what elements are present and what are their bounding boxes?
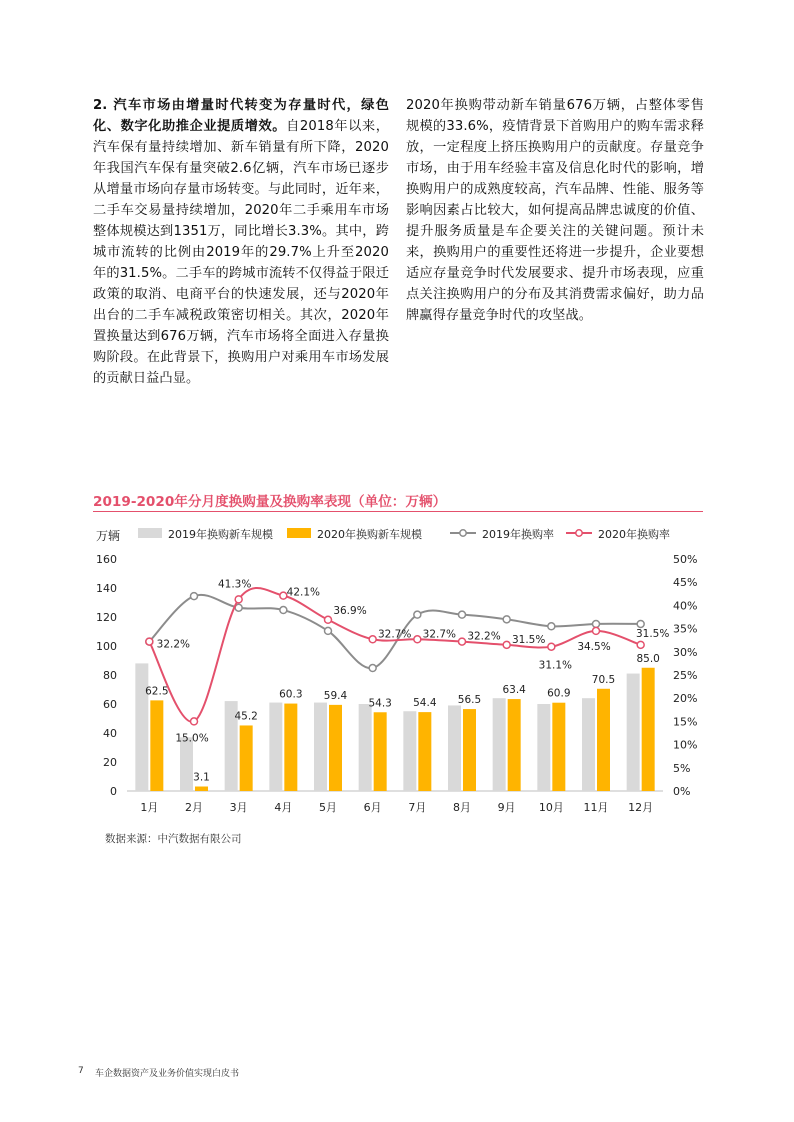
bar-2020 [195,787,208,791]
section-heading: 2. 汽车市场由增量时代转变为存量时代，绿色化、数字化助推企业提质增效。 [93,98,389,134]
bar-2020 [552,703,565,791]
bar-2020-label: 85.0 [636,652,660,665]
rate-2020-label: 31.5% [635,627,670,640]
y-left-tick: 120 [96,611,117,624]
rate-2020-label: 41.3% [217,578,252,591]
x-tick-label: 6月 [363,801,382,814]
rate-2020-label: 31.5% [511,633,546,646]
y-left-tick: 40 [103,727,117,740]
point-2020 [593,627,600,634]
x-tick-label: 5月 [319,801,337,814]
bar-2019 [627,674,640,791]
x-tick-label: 4月 [274,801,293,814]
right-text-column [406,95,704,326]
bar-2019 [180,737,193,791]
rate-2020-label: 15.0% [175,732,209,745]
y-right-tick: 40% [673,599,698,613]
legend-marker-4 [576,530,582,536]
x-tick-label: 3月 [229,801,248,814]
y-left-tick: 100 [96,640,117,653]
bar-2020 [240,725,253,791]
rate-2020-label: 34.5% [577,640,611,653]
point-2020 [235,596,242,603]
legend-swatch-1 [138,528,162,538]
legend-label-1: 2019年换购新车规模 [168,528,273,541]
point-2019 [593,620,600,627]
bar-2019 [493,698,506,791]
point-2020 [503,641,510,648]
left-text-column [93,95,389,389]
point-2019 [459,611,466,618]
point-2020 [146,638,153,645]
point-2019 [503,616,510,623]
bar-2020-label: 59.4 [323,689,348,702]
y-left-tick: 20 [103,756,117,769]
y-right-tick: 20% [673,692,698,706]
rate-2020-label: 42.1% [286,586,321,599]
bar-2020-label: 56.5 [457,694,482,707]
y-right-tick: 15% [673,715,698,729]
y-left-tick: 0 [110,785,117,798]
point-2019 [191,593,198,600]
bar-2020 [374,712,387,791]
bar-2019 [269,703,282,791]
y-left-tick: 80 [103,669,117,682]
x-tick-label: 9月 [497,801,516,814]
y-right-tick: 45% [673,576,698,590]
bar-2020-label: 3.1 [193,771,210,784]
y-right-tick: 5% [673,761,691,775]
bar-2020 [150,700,163,791]
y-left-tick: 140 [96,582,117,595]
x-tick-label: 2月 [185,801,203,814]
rate-2020-label: 32.7% [377,628,412,641]
legend-label-3: 2019年换购率 [482,528,554,541]
bar-2020-label: 70.5 [591,673,616,686]
y-right-tick: 30% [673,645,698,659]
bar-2020 [642,668,655,791]
legend-marker-3 [460,530,466,536]
x-tick-label: 11月 [583,801,609,814]
rate-2020-label: 32.2% [467,630,501,643]
bar-2020-label: 60.3 [279,688,303,701]
point-2019 [325,627,332,634]
point-2019 [637,620,644,627]
bar-2020-label: 62.5 [145,685,169,698]
chart [0,515,794,825]
bar-2019 [582,698,595,791]
bar-2019 [448,705,461,791]
point-2019 [548,623,555,630]
y-right-tick: 25% [673,669,698,682]
source-note: 数据来源：中汽数据有限公司 [105,833,242,845]
chart-title: 2019-2020年分月度换购量及换购率表现（单位：万辆） [93,494,447,510]
bar-2020 [284,704,297,791]
y-right-tick: 0% [673,785,691,798]
rate-2020-label: 31.1% [538,659,573,672]
x-tick-label: 8月 [453,801,471,814]
y-left-tick: 160 [96,553,117,566]
chart-title-rule [93,511,703,512]
point-2019 [369,665,376,672]
legend-label-4: 2020年换购率 [598,528,670,541]
point-2019 [414,611,421,618]
y-left-tick: 60 [103,698,117,711]
x-tick-label: 7月 [408,801,427,814]
point-2020 [459,638,466,645]
right-paragraph: 2020年换购带动新车销量676万辆，占整体零售规模的33.6%，疫情背景下首购用户的购车需求释放，一定程度上挤压换购用户的贡献度。存量竞争市场，由于用车经验丰富及信息化时代的影响，增换购用户的成熟度较高，汽车品牌、性能、服务等影响因素占比较大，如何提高品牌忠诚度的价值、提升服务质量是车企要关注的关键问题。预计未来，换购用户的重要性还将进一步提升，企业要想适应存量竞争时代发展要求、提升市场表现，应重点关注换购用户的分布及其消费需求偏好，助力品牌赢得存量竞争时代的攻坚战。 [406,98,704,323]
y-right-tick: 10% [673,738,698,752]
page-number: 7 [78,1066,84,1076]
point-2020 [191,718,198,725]
footer-title: 车企数据资产及业务价值实现白皮书 [95,1069,240,1079]
legend-swatch-2 [287,528,311,538]
bar-2020 [463,709,476,791]
bar-2019 [135,663,148,791]
bar-2020-label: 54.3 [368,697,392,710]
point-2020 [325,616,332,623]
bar-2020 [597,689,610,791]
bar-2020-label: 60.9 [547,687,571,700]
line-2020 [149,588,640,722]
left-paragraph: 自2018年以来，汽车保有量持续增加、新车销量有所下降，2020年我国汽车保有量突破2.6亿辆，汽车市场已逐步从增量市场向存量市场转变。与此同时，近年来，二手车交易量持续增加，2020年二手乘用车市场整体规模达到1351万，同比增长3.3%。其中，跨城市流转的比例由2019年的29.7%上升至2020年的31.5%。二手车的跨城市流转不仅得益于限迁政策的取消、电商平台的快速发展，还与2020年出台的二手车减税政策密切相关。其次，2020年置换量达到676万辆，汽车市场将全面进入存量换购阶段。在此背景下，换购用户对乘用车市场发展的贡献日益凸显。 [93,119,389,386]
bar-2020-label: 45.2 [234,710,258,723]
bar-2020 [329,705,342,791]
x-tick-label: 10月 [538,801,564,814]
bar-2020-label: 63.4 [502,684,526,697]
bar-2019 [314,703,327,791]
bar-2020 [508,699,521,791]
bar-2019 [403,711,416,791]
rate-2020-label: 32.7% [422,628,457,641]
y-right-tick: 35% [673,622,698,636]
x-tick-label: 12月 [628,801,654,814]
y-left-unit: 万辆 [96,529,121,543]
rate-2020-label: 32.2% [156,638,191,651]
bar-2020-label: 54.4 [413,697,437,710]
point-2020 [637,641,644,648]
point-2020 [369,636,376,643]
point-2020 [548,643,555,650]
point-2019 [280,607,287,614]
bar-2020 [418,712,431,791]
legend-label-2: 2020年换购新车规模 [317,528,422,541]
y-right-tick: 50% [673,553,698,566]
bar-2019 [359,704,372,791]
rate-2020-label: 36.9% [333,604,367,617]
point-2020 [414,636,421,643]
bar-2019 [537,704,550,791]
x-tick-label: 1月 [140,801,159,814]
